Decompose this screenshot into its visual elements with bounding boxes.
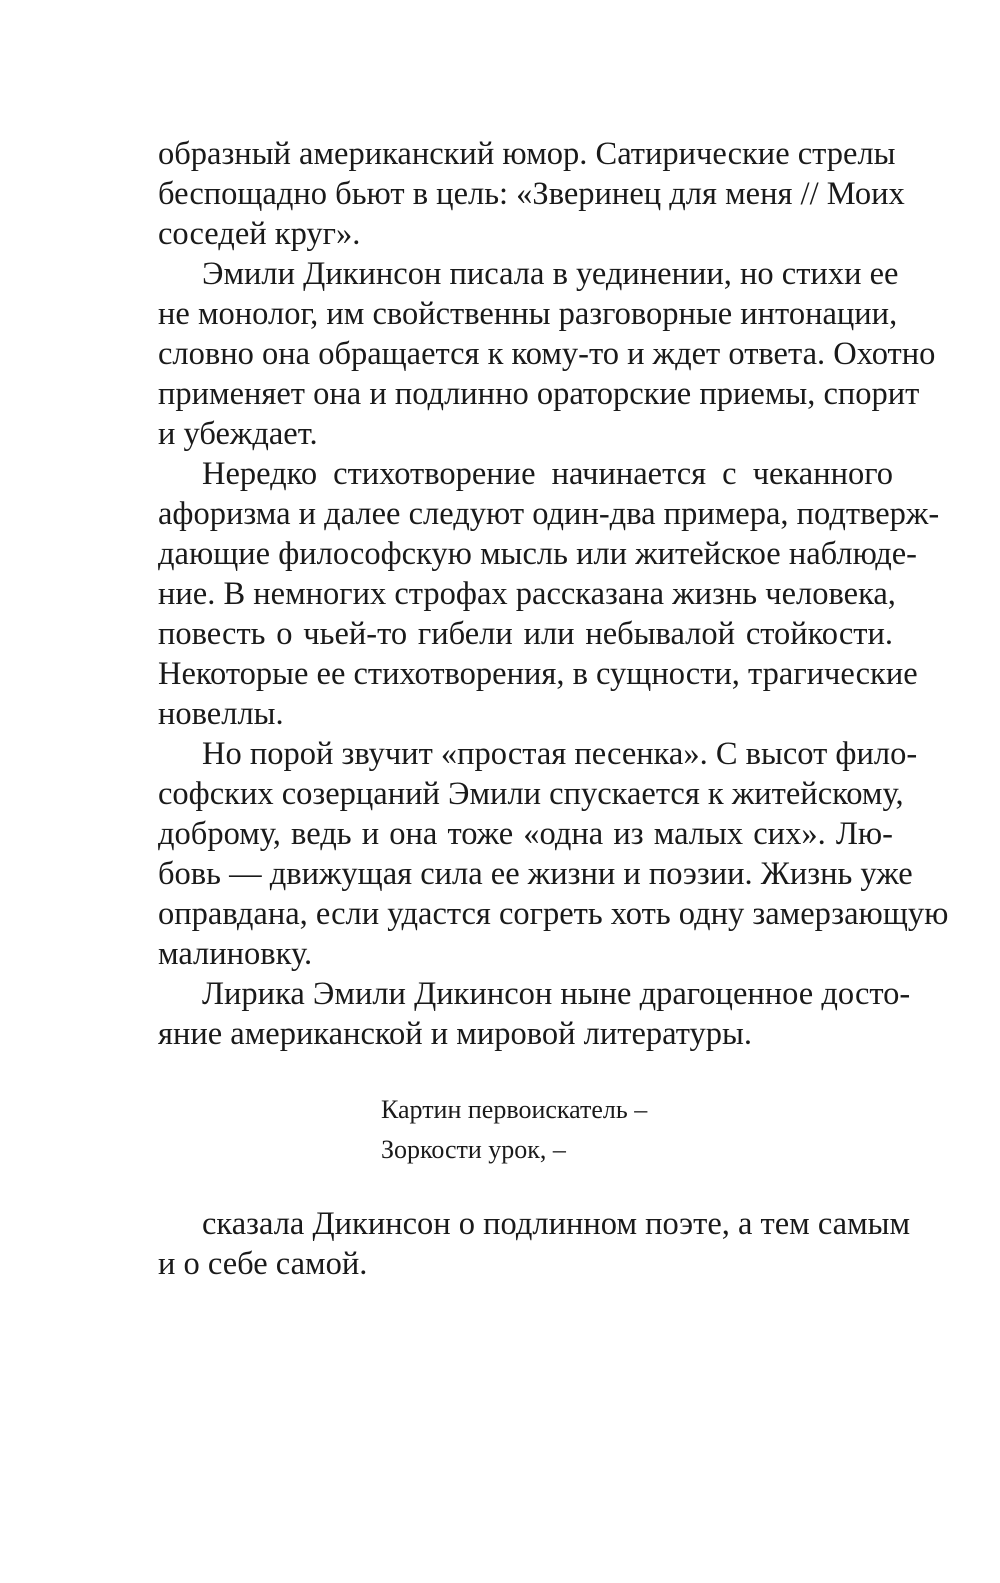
text-line: Но порой звучит «простая песенка». С высот фило- xyxy=(202,736,918,772)
text-line: применяет она и подлинно ораторские приемы, спорит xyxy=(158,376,920,412)
text-line: Некоторые ее стихотворения, в сущности, трагические xyxy=(158,656,918,692)
text-line: бовь — движущая сила ее жизни и поэзии. Жизнь уже xyxy=(158,856,913,892)
text-line: доброму, ведь и она тоже «одна из малых сих». Лю- xyxy=(158,816,893,852)
verse-quote xyxy=(381,1090,647,1170)
paragraph-3 xyxy=(158,454,940,734)
text-line: и убеждает. xyxy=(158,416,318,452)
text-line: софских созерцаний Эмили спускается к житейскому, xyxy=(158,776,904,812)
text-line: афоризма и далее следуют один-два примера, подтверж- xyxy=(158,496,940,532)
paragraph-5 xyxy=(158,974,911,1054)
paragraph-1 xyxy=(158,134,905,254)
text-line: дающие философскую мысль или житейское наблюде- xyxy=(158,536,918,572)
text-line: малиновку. xyxy=(158,936,313,972)
verse-line: Картин первоискатель – xyxy=(381,1095,648,1124)
text-line: Эмили Дикинсон писала в уединении, но стихи ее xyxy=(202,256,899,292)
text-line: беспощадно бьют в цель: «Зверинец для меня // Моих xyxy=(158,176,905,212)
text-line: образный американский юмор. Сатирические стрелы xyxy=(158,136,896,172)
paragraph-2 xyxy=(158,254,936,454)
text-line: новеллы. xyxy=(158,696,284,732)
text-line: Лирика Эмили Дикинсон ныне драгоценное досто- xyxy=(202,976,911,1012)
text-line: ние. В немногих строфах рассказана жизнь человека, xyxy=(158,576,896,612)
verse-line: Зоркости урок, – xyxy=(381,1135,566,1164)
paragraph-4 xyxy=(158,734,949,974)
closing-paragraph xyxy=(158,1204,911,1284)
text-line: повесть о чьей-то гибели или небывалой стойкости. xyxy=(158,616,893,652)
text-line: сказала Дикинсон о подлинном поэте, а тем самым xyxy=(202,1206,911,1242)
text-line: Нередко стихотворение начинается с чеканного xyxy=(202,456,893,492)
text-line: оправдана, если удастся согреть хоть одну замерзающую xyxy=(158,896,949,932)
text-line: яние американской и мировой литературы. xyxy=(158,1016,752,1052)
text-line: соседей круг». xyxy=(158,216,361,252)
text-line: и о себе самой. xyxy=(158,1246,368,1282)
text-line: не монолог, им свойственны разговорные интонации, xyxy=(158,296,898,332)
text-line: словно она обращается к кому-то и ждет ответа. Охотно xyxy=(158,336,936,372)
